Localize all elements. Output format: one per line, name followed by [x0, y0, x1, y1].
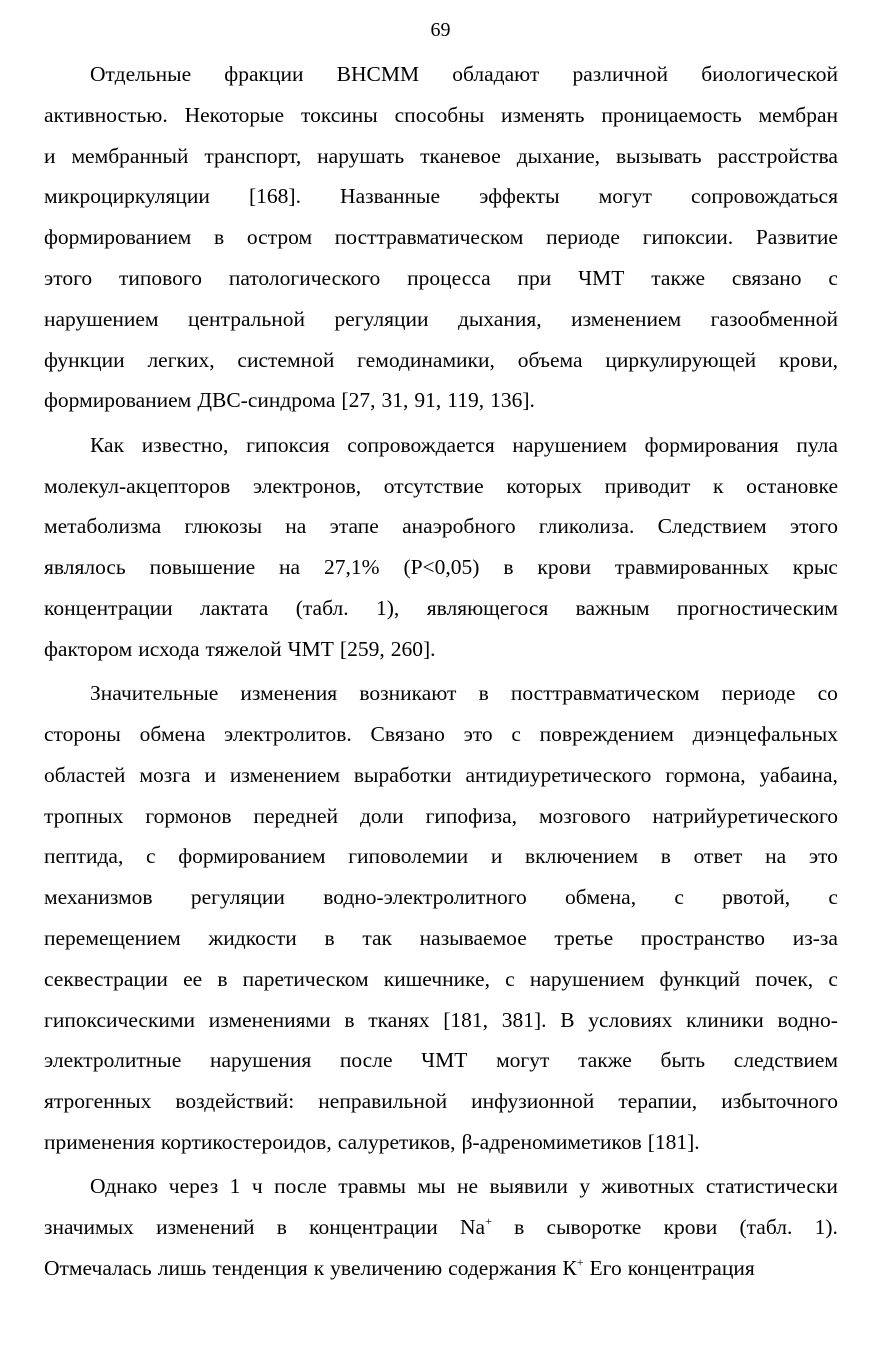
word: регуляции [190, 885, 285, 910]
word: гемодинамики, [357, 347, 495, 372]
text-line [44, 217, 838, 258]
word: Развитие [755, 225, 838, 250]
word: эффекты [479, 184, 560, 209]
word: сыворотке [546, 1215, 642, 1240]
word: которых [506, 473, 582, 498]
word: из-за [792, 925, 838, 950]
word: 27,1% [324, 555, 380, 580]
word: обмена [139, 721, 206, 746]
word: электронов, [252, 473, 362, 498]
text-line [44, 1248, 838, 1289]
text-line [44, 1000, 838, 1041]
word: воздействий: [175, 1089, 295, 1114]
word: процесса [407, 265, 491, 290]
word: содержания [448, 1255, 557, 1280]
word: в [514, 1215, 525, 1240]
word: мозгового [538, 803, 631, 828]
word: вызывать [616, 143, 702, 168]
word: повреждением [539, 721, 674, 746]
word: на [285, 514, 307, 539]
text-line [44, 755, 838, 796]
word: называемое [419, 925, 527, 950]
word: обладают [452, 62, 540, 86]
word: ЧМТ [287, 636, 334, 661]
word: кишечнике, [383, 966, 490, 991]
word: формированием [44, 388, 192, 413]
word: анаэробного [402, 514, 516, 539]
word: объема [517, 347, 583, 372]
word: отсутствие [383, 473, 484, 498]
word: периоде [721, 681, 796, 706]
word: изменять [501, 102, 585, 127]
word: инфузионной [471, 1089, 595, 1114]
word: в [660, 844, 671, 869]
word: Как [90, 432, 125, 457]
text-line [44, 380, 838, 421]
word: (табл. [739, 1215, 793, 1240]
word: тяжелой [205, 636, 282, 661]
word: передней [253, 803, 339, 828]
word: мембран [758, 102, 838, 127]
word: через [168, 1174, 219, 1199]
word: сопровождается [347, 432, 495, 457]
word: тропных [44, 803, 124, 828]
word: ее [183, 966, 203, 991]
word: Однако [90, 1174, 158, 1199]
word: [181]. [647, 1129, 700, 1154]
word: неправильной [318, 1089, 448, 1114]
word: изменения [240, 681, 338, 706]
word: Значительные [90, 681, 219, 706]
word: прогностическим [676, 595, 838, 620]
word: диэнцефальных [692, 721, 838, 746]
word: циркулирующей [605, 347, 757, 372]
word: в [276, 1215, 287, 1240]
word: сопровождаться [691, 184, 838, 209]
word: крови, [778, 347, 838, 372]
word: функции [44, 347, 125, 372]
word: третье [554, 925, 614, 950]
word: в [217, 966, 228, 991]
word: с [828, 966, 838, 991]
word: при [517, 265, 552, 290]
word: легких, [147, 347, 215, 372]
word: терапии, [618, 1089, 698, 1114]
word: на [279, 555, 301, 580]
word: расстройства [717, 143, 838, 168]
word: к [313, 1255, 325, 1280]
word: гипоксия [246, 432, 330, 457]
paragraph [44, 425, 838, 670]
word: нарушения [209, 1048, 312, 1073]
word: и [44, 143, 56, 168]
word: важным [575, 595, 650, 620]
word: концентрация [627, 1255, 755, 1280]
word: ятрогенных [44, 1089, 152, 1114]
word: салуретиков, [337, 1129, 456, 1154]
word: (табл. [295, 595, 349, 620]
text-line [44, 258, 838, 299]
word: 381]. [501, 1007, 547, 1032]
word: приводит [604, 473, 691, 498]
word: функций [659, 966, 741, 991]
word: дыхание, [516, 143, 601, 168]
word: изменением [571, 306, 682, 331]
word: могут [496, 1048, 550, 1073]
word: секвестрации [44, 966, 168, 991]
word: так [362, 925, 392, 950]
word: Названные [340, 184, 441, 209]
word: 91, [414, 388, 442, 413]
word: способны [394, 102, 485, 127]
word: в [214, 225, 225, 250]
word: центральной [187, 306, 305, 331]
word: с [828, 265, 838, 290]
word: концентрации [44, 595, 173, 620]
text-line [44, 466, 838, 507]
word: типового [119, 265, 202, 290]
word: нарушать [317, 143, 405, 168]
word: транспорт, [204, 143, 302, 168]
word: в [478, 681, 489, 706]
word: 119, [447, 388, 485, 413]
word: мы [417, 1174, 446, 1199]
text-line [44, 1166, 838, 1207]
text-line [44, 836, 838, 877]
word: в [344, 1007, 355, 1032]
word: фракции [224, 62, 304, 86]
text-line [44, 95, 838, 136]
text-line [44, 714, 838, 755]
word: натрийуретического [652, 803, 838, 828]
word: клиники [686, 1007, 764, 1032]
word: после [339, 1048, 393, 1073]
word: 1 [229, 1174, 241, 1199]
word: [27, [341, 388, 376, 413]
word: антидиуретического [465, 762, 652, 787]
word: гипоксии. [642, 225, 734, 250]
word: лактата [200, 595, 269, 620]
word: патологического [228, 265, 381, 290]
word: стороны [44, 721, 121, 746]
word: и [490, 844, 503, 869]
word: лишь [157, 1255, 207, 1280]
word: формирования [644, 432, 779, 457]
paragraph [44, 673, 838, 1163]
word: являющегося [426, 595, 549, 620]
word: формированием [178, 844, 326, 869]
word: этапе [329, 514, 379, 539]
word: статистически [705, 1174, 838, 1199]
word: возникают [359, 681, 457, 706]
word: с [146, 844, 156, 869]
word: Следствием [657, 514, 767, 539]
word: ответ [693, 844, 743, 869]
word: пептида, [44, 844, 124, 869]
word: условиях [588, 1007, 673, 1032]
word: кортикостероидов, [160, 1129, 332, 1154]
word: тканевое [420, 143, 501, 168]
text-line [44, 340, 838, 381]
word: на [765, 844, 787, 869]
word: этого [789, 514, 838, 539]
word: проницаемость [601, 102, 742, 127]
word: 136]. [490, 388, 535, 413]
text-line [44, 136, 838, 177]
word: токсины [300, 102, 378, 127]
word: быть [660, 1048, 706, 1073]
word: после [274, 1174, 327, 1199]
word: животных [601, 1174, 695, 1199]
text-line [44, 629, 838, 670]
text-line [44, 796, 838, 837]
word: крови [663, 1215, 718, 1240]
word: глюкозы [184, 514, 263, 539]
word: периоде [546, 225, 620, 250]
word: активностью. [44, 102, 168, 127]
word: изменением [229, 762, 340, 787]
word: метаболизма [44, 514, 162, 539]
text-line [44, 1122, 838, 1163]
text-line [44, 547, 838, 588]
word: паретическом [242, 966, 369, 991]
text-line [44, 673, 838, 714]
word: связано [731, 265, 802, 290]
word: крови [537, 555, 592, 580]
word: гипоксическими [44, 1007, 196, 1032]
word: формированием [44, 225, 192, 250]
word: в [324, 925, 335, 950]
word: являлось [44, 555, 126, 580]
word: дыхания, [457, 306, 542, 331]
word: электролитные [44, 1048, 182, 1073]
word: также [651, 265, 706, 290]
word: регуляции [334, 306, 429, 331]
word: перемещением [44, 925, 181, 950]
word: с [674, 885, 684, 910]
word: тканях [368, 1007, 430, 1032]
word: со [817, 681, 838, 706]
word: Связано [370, 721, 445, 746]
word: почек, [755, 966, 814, 991]
word: водно- [777, 1007, 838, 1032]
word: гиповолемии [348, 844, 469, 869]
word: гормонов [145, 803, 232, 828]
word: травмированных [614, 555, 769, 580]
word: молекул-акцепторов [44, 473, 231, 498]
word: также [578, 1048, 632, 1073]
word: микроциркуляции [44, 184, 210, 209]
word: К+ [562, 1254, 584, 1280]
word: ч [251, 1174, 263, 1199]
word: электролитов. [223, 721, 352, 746]
word: нарушением [512, 432, 627, 457]
word: доли [359, 803, 404, 828]
text-line [44, 425, 838, 466]
word: с [828, 885, 838, 910]
word: с [511, 721, 521, 746]
word: посттравматическом [334, 225, 524, 250]
text-line [44, 588, 838, 629]
word: уабаина, [759, 762, 838, 787]
word: не [456, 1174, 479, 1199]
word: это [463, 721, 493, 746]
word: Некоторые [184, 102, 285, 127]
word: следствием [733, 1048, 838, 1073]
word: областей [44, 762, 126, 787]
word: крыс [792, 555, 838, 580]
word: обмена, [565, 885, 637, 910]
word: ЧМТ [421, 1048, 468, 1073]
word: различной [572, 62, 669, 86]
word: выработки [353, 762, 452, 787]
text-line [44, 877, 838, 918]
word: газообменной [710, 306, 838, 331]
word: мембранный [71, 143, 189, 168]
word: водно-электролитного [323, 885, 527, 910]
word: повышение [149, 555, 256, 580]
text-line [44, 176, 838, 217]
word: остром [246, 225, 313, 250]
word: ДВС-синдрома [197, 388, 336, 413]
word: исхода [138, 636, 200, 661]
word: жидкости [208, 925, 297, 950]
word: гликолиза. [538, 514, 635, 539]
body-text [44, 54, 838, 1289]
word: значимых [44, 1215, 134, 1240]
text-line [44, 959, 838, 1000]
word: известно, [141, 432, 229, 457]
word: применения [44, 1129, 155, 1154]
word: увеличению [330, 1255, 443, 1280]
word: 1). [814, 1215, 838, 1240]
word: 31, [381, 388, 409, 413]
word: [181, [443, 1007, 488, 1032]
word: Отмечалась [44, 1255, 152, 1280]
word: в [503, 555, 514, 580]
word: изменений [156, 1215, 255, 1240]
word: концентрации [309, 1215, 438, 1240]
word: гормона, [665, 762, 746, 787]
word: к [713, 473, 724, 498]
text-line [44, 54, 838, 95]
word: 260]. [390, 636, 436, 661]
word: Na+ [460, 1214, 492, 1240]
word: травмы [338, 1174, 406, 1199]
word: мозга [139, 762, 191, 787]
word: могут [598, 184, 652, 209]
word: ВНСММ [336, 62, 420, 86]
page-number: 69 [430, 19, 451, 41]
word: (Р<0,05) [403, 555, 480, 580]
word: у [579, 1174, 591, 1199]
word: и [204, 762, 216, 787]
word: нарушением [44, 306, 159, 331]
word: тенденция [212, 1255, 308, 1280]
word: включением [525, 844, 639, 869]
word: с [505, 966, 515, 991]
word: β-адреномиметиков [461, 1129, 642, 1154]
word: В [560, 1007, 575, 1032]
word: пространство [640, 925, 766, 950]
text-line [44, 1040, 838, 1081]
paragraph [44, 1166, 838, 1288]
word: выявили [489, 1174, 568, 1199]
paragraph [44, 54, 838, 421]
word: 1), [376, 595, 400, 620]
word: это [808, 844, 838, 869]
word: Отдельные [90, 62, 192, 86]
word: посттравматическом [510, 681, 700, 706]
word: фактором [44, 636, 133, 661]
word: Его [589, 1255, 622, 1280]
word: биологической [701, 62, 838, 86]
word: системной [237, 347, 335, 372]
word: механизмов [44, 885, 153, 910]
word: рвотой, [722, 885, 791, 910]
word: ЧМТ [578, 265, 625, 290]
word: этого [44, 265, 93, 290]
word: [168]. [249, 184, 301, 209]
word: пула [796, 432, 838, 457]
text-line [44, 506, 838, 547]
word: гипофиза, [425, 803, 517, 828]
word: остановке [746, 473, 838, 498]
text-line [44, 918, 838, 959]
word: изменениями [208, 1007, 331, 1032]
text-line [44, 1207, 838, 1248]
word: избыточного [721, 1089, 838, 1114]
word: [259, [339, 636, 385, 661]
text-line [44, 1081, 838, 1122]
text-line [44, 299, 838, 340]
word: нарушением [529, 966, 645, 991]
